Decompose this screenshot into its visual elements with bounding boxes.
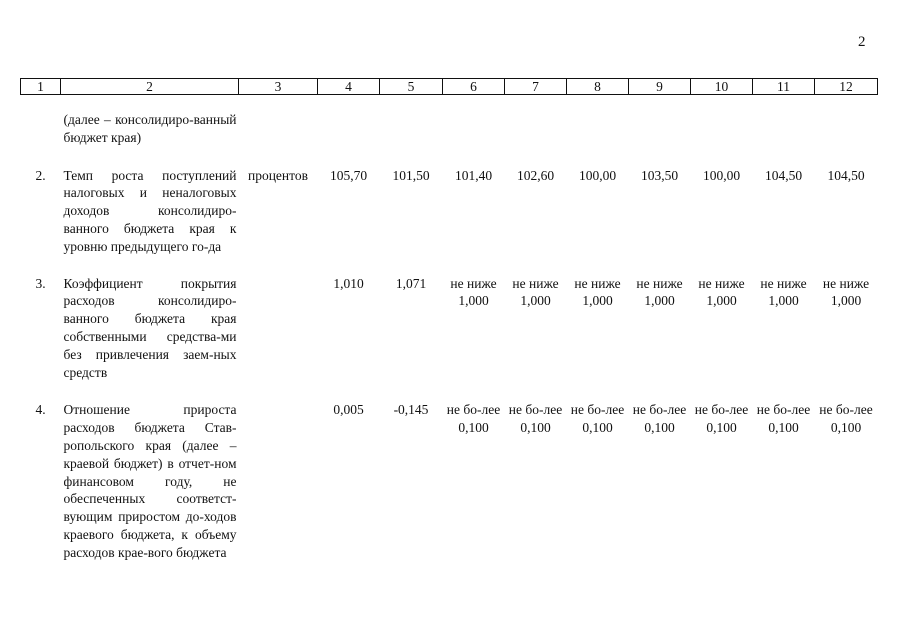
indicator-name: (далее – консолидиро-ванный бюджет края) <box>63 112 237 145</box>
column-header: 7 <box>505 79 567 95</box>
value-cell <box>505 95 567 147</box>
row-number: 4. <box>35 402 46 418</box>
value-cell <box>691 95 753 147</box>
unit-cell <box>239 95 318 147</box>
value-cell: не ниже 1,000 <box>574 275 621 309</box>
value-cell: 101,40 <box>454 167 493 183</box>
column-header: 5 <box>380 79 443 95</box>
value-cell: не ниже 1,000 <box>760 275 807 309</box>
value-cell: -0,145 <box>393 402 429 418</box>
column-header: 3 <box>239 79 318 95</box>
value-cell <box>567 95 629 147</box>
value-cell: не бо-лее 0,100 <box>446 402 501 436</box>
value-cell: 104,50 <box>827 167 865 183</box>
value-cell: не бо-лее 0,100 <box>570 402 625 436</box>
column-header: 1 <box>21 79 61 95</box>
page-number: 2 <box>858 34 866 50</box>
value-cell: 101,50 <box>392 167 430 183</box>
unit-cell <box>239 256 318 382</box>
value-cell: не ниже 1,000 <box>822 275 870 309</box>
row-number <box>21 95 61 147</box>
indicators-table <box>20 78 878 562</box>
row-number: 3. <box>35 275 46 291</box>
value-cell <box>629 95 691 147</box>
value-cell: не бо-лее 0,100 <box>508 402 563 436</box>
value-cell: не бо-лее 0,100 <box>694 402 749 436</box>
table-row <box>21 256 878 382</box>
column-header: 11 <box>753 79 815 95</box>
unit-cell <box>239 381 318 561</box>
value-cell: 100,00 <box>702 167 741 183</box>
column-number-header-row <box>21 79 878 95</box>
unit-cell: процентов <box>247 167 308 183</box>
value-cell <box>318 95 380 147</box>
column-header: 10 <box>691 79 753 95</box>
value-cell <box>815 95 878 147</box>
value-cell <box>753 95 815 147</box>
value-cell: 1,010 <box>333 275 364 291</box>
column-header: 12 <box>815 79 878 95</box>
indicator-name: Темп роста поступлений налоговых и неналоговых доходов консолидиро-ванного бюджета края к уровню предыдущего го-да <box>63 167 237 254</box>
column-header: 4 <box>318 79 380 95</box>
indicator-name: Коэффициент покрытия расходов консолидиро-ванного бюджета края собственными средства-ми без привлечения заем-ных средств <box>63 275 237 380</box>
value-cell: 105,70 <box>329 167 368 183</box>
column-header: 9 <box>629 79 691 95</box>
column-header: 8 <box>567 79 629 95</box>
value-cell: 1,071 <box>395 275 427 291</box>
column-header: 2 <box>61 79 239 95</box>
table-row <box>21 381 878 561</box>
indicator-name: Отношение прироста расходов бюджета Став-ропольского края (далее – краевой бюджет) в отчет-ном финансовом году, не обеспеченных соответст-вующим приростом до-ходов краевого бюджета, к объему расходов крае-вого бюджета <box>63 402 237 560</box>
value-cell: не бо-лее 0,100 <box>819 402 873 436</box>
value-cell: не ниже 1,000 <box>512 275 559 309</box>
column-header: 6 <box>443 79 505 95</box>
value-cell: 104,50 <box>764 167 803 183</box>
value-cell: 102,60 <box>516 167 555 183</box>
value-cell: не ниже 1,000 <box>698 275 745 309</box>
value-cell: не бо-лее 0,100 <box>632 402 687 436</box>
value-cell <box>380 95 443 147</box>
value-cell: 103,50 <box>640 167 679 183</box>
value-cell: не ниже 1,000 <box>450 275 497 309</box>
value-cell: 100,00 <box>578 167 617 183</box>
table-row <box>21 95 878 147</box>
value-cell <box>443 95 505 147</box>
value-cell: 0,005 <box>333 402 364 418</box>
value-cell: не бо-лее 0,100 <box>756 402 811 436</box>
row-number: 2. <box>35 167 46 183</box>
table-row <box>21 147 878 256</box>
value-cell: не ниже 1,000 <box>636 275 683 309</box>
